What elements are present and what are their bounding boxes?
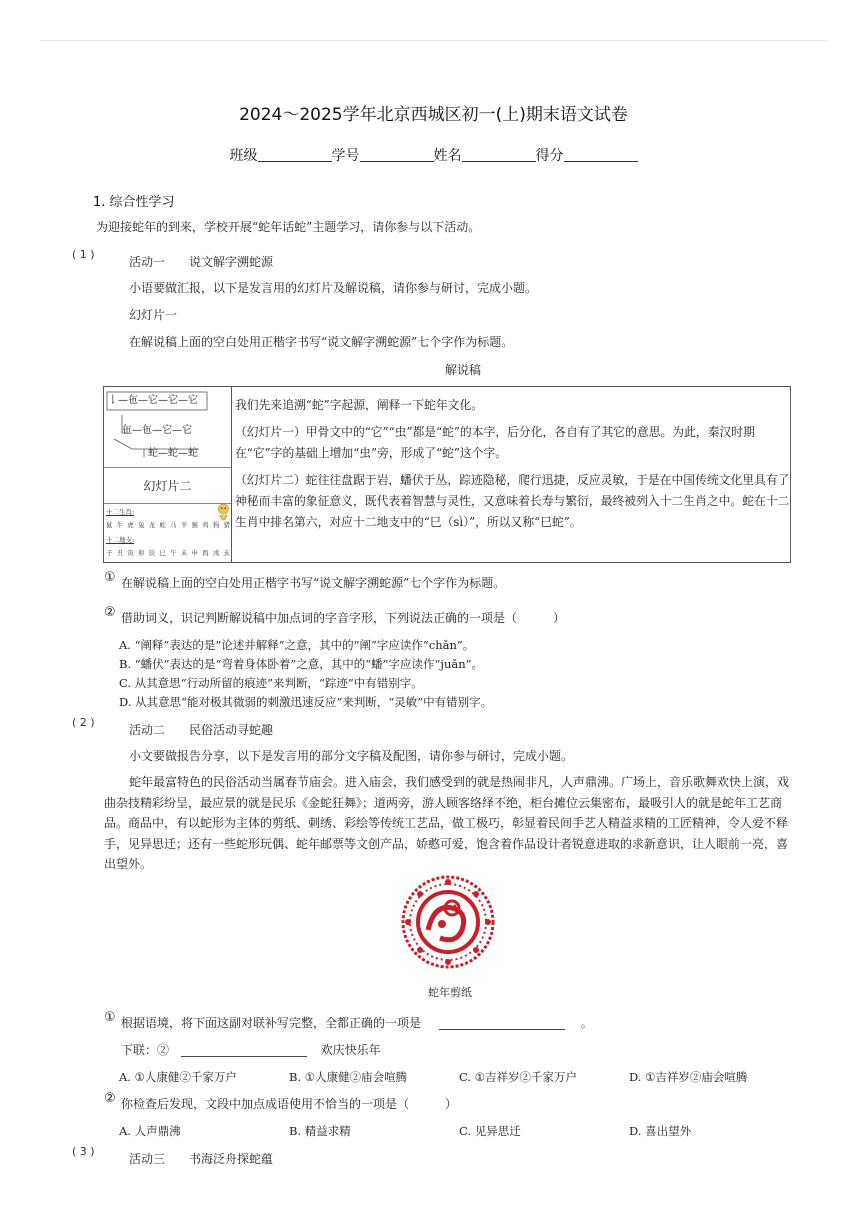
couplet-suffix: 欢庆快乐年: [320, 1043, 381, 1057]
instruction-text: 小文要做报告分享，以下是发言用的部分文字稿及配图，请你参与研讨，完成小题。: [129, 749, 574, 763]
glyph-row: 𠄌—㐌—它—它—它: [108, 395, 198, 406]
answer-option[interactable]: A. 人声鼎沸: [119, 1124, 181, 1138]
image-caption: 蛇年剪纸: [428, 986, 472, 999]
couplet-prefix: 下联：②: [121, 1043, 170, 1057]
script-paragraph: （幻灯片二）蛇往往盘踞于岩，蟠伏于丛，踪迹隐秘，爬行迅捷，反应灵敏，于是在中国传统文化里具有了神秘而丰富的象征意义，既代表着智慧与灵性，又意味着长寿与繁衍，最终被列入十二生肖之中。蛇在十二生肖中排名第六，对应十二地支中的“巳（sì）”，所以又称“巳蛇”。: [235, 473, 790, 529]
question-marker: ②: [104, 1091, 116, 1106]
id-blank[interactable]: [360, 147, 434, 162]
answer-option[interactable]: C. ①吉祥岁②千家万户: [459, 1070, 578, 1084]
answer-option[interactable]: B. “蟠伏”表达的是“弯着身体卧着”之意，其中的“蟠”字应读作“juǎn”。: [119, 657, 484, 671]
question-marker: ①: [104, 1010, 116, 1025]
glyph-row: 蛇—蛇—蛇: [148, 448, 198, 459]
question-end: 。: [580, 1016, 593, 1030]
article-paragraph: 蛇年最富特色的民俗活动当属春节庙会。进入庙会，我们感受到的就是热闹非凡，人声鼎沸。广场上，音乐歌舞欢快上演，戏曲杂技精彩纷呈，最应景的就是民乐《金蛇狂舞》；道两旁，游人顾客络绎不绝，柜台摊位云集密布，最吸引人的就是蛇年工艺商品。商品中，有以蛇形为主体的剪纸、刺绣、彩绘等传统工艺品，做工极巧，彰显着民间手艺人精益求精的工匠精神，令人爱不释手，见异思迁；还有一些蛇形玩偶、蛇年邮票等文创产品，娇憨可爱，饱含着作品设计者锐意进取的求新意识，让人眼前一亮，喜出望外。: [104, 775, 790, 871]
activity-title: 活动一 说文解字溯蛇源: [129, 255, 274, 269]
name-label: 姓名: [433, 148, 462, 164]
question-text: 借助词义，识记判断解说稿中加点词的字音字形，下列说法正确的一项是（ ）: [121, 611, 566, 625]
name-blank[interactable]: [462, 147, 536, 162]
student-info-line: [0, 145, 867, 165]
branches-row: 子 丑 寅 卯 辰 巳 午 未 申 酉 戌 亥: [106, 550, 232, 557]
answer-option[interactable]: A. ①人康健②千家万户: [119, 1070, 237, 1084]
part-number: ( 1 ): [72, 248, 95, 261]
explanation-table: [103, 386, 791, 563]
question-marker: ②: [104, 605, 116, 620]
section-heading: 1. 综合性学习: [93, 195, 175, 210]
question-marker: ①: [104, 570, 116, 585]
answer-option[interactable]: A. “阐释”表达的是“论述并解释”之意，其中的“阐”字应读作“chǎn”。: [119, 638, 475, 652]
instruction-text: 在解说稿上面的空白处用正楷字书写“说文解字溯蛇源”七个字作为标题。: [129, 335, 514, 349]
slide-two-label: 幻灯片二: [104, 467, 231, 504]
answer-option[interactable]: C. 见异思迁: [459, 1124, 521, 1138]
couplet-blank[interactable]: [181, 1044, 307, 1057]
answer-option[interactable]: D. ①吉祥岁②庙会喧腾: [629, 1070, 748, 1084]
instruction-text: 小语要做汇报，以下是发言用的幻灯片及解说稿，请你参与研讨，完成小题。: [129, 281, 538, 295]
glyph-row: 㐌—㐌—它—它: [122, 425, 192, 436]
zodiac-row: 鼠 牛 虎 兔 龙 蛇 马 羊 猴 鸡 狗 猪: [106, 522, 232, 529]
question-text: 在解说稿上面的空白处用正楷字书写“说文解字溯蛇源”七个字作为标题。: [121, 576, 506, 590]
answer-option[interactable]: B. 精益求精: [289, 1124, 351, 1138]
score-label: 得分: [535, 148, 564, 164]
branches-label: 十二地支:: [106, 536, 135, 544]
activity-title: 活动二 民俗活动寻蛇趣: [129, 723, 274, 737]
snake-papercut-image: [400, 874, 496, 970]
class-label: 班级: [229, 148, 258, 164]
script-paragraph: （幻灯片一）甲骨文中的“它”“虫”都是“蛇”的本字，后分化，各自有了其它的意思。为此，秦汉时期在“它”字的基础上增加“虫”旁，形成了“蛇”这个字。: [235, 425, 755, 460]
top-divider: [40, 40, 827, 41]
score-blank[interactable]: [564, 147, 638, 162]
part-number: ( 3 ): [72, 1145, 95, 1158]
answer-option[interactable]: C. 从其意思“行动所留的痕迹”来判断，“踪迹”中有错别字。: [119, 676, 423, 690]
couplet-line: [121, 1041, 381, 1059]
part-number: ( 2 ): [72, 716, 95, 729]
answer-option[interactable]: D. 从其意思“能对极其微弱的刺激迅速反应”来判断，“灵敏”中有错别字。: [119, 695, 493, 709]
section-intro: 为迎接蛇年的到来，学校开展“蛇年话蛇”主题学习，请你参与以下活动。: [96, 220, 481, 234]
answer-option[interactable]: D. 喜出望外: [629, 1124, 692, 1138]
snake-cartoon-icon: [217, 503, 230, 525]
activity-title: 活动三 书海泛舟探蛇蕴: [129, 1152, 274, 1166]
zodiac-label: 十二生肖:: [106, 508, 135, 516]
question-text: 你检查后发现，文段中加点成语使用不恰当的一项是（ ）: [121, 1097, 458, 1111]
slides-column: [104, 387, 232, 562]
question-body: 根据语境，将下面这副对联补写完整，全都正确的一项是: [121, 1016, 422, 1030]
answer-blank[interactable]: [439, 1017, 565, 1030]
script-paragraph: 我们先来追溯“蛇”字起源，阐释一下蛇年文化。: [235, 398, 484, 412]
class-blank[interactable]: [258, 147, 332, 162]
id-label: 学号: [331, 148, 360, 164]
slide-one-image: [104, 387, 231, 468]
slide-two-image: [104, 503, 231, 563]
table-caption: 解说稿: [445, 363, 482, 377]
script-text: [235, 395, 791, 539]
exam-title: 2024～2025学年北京西城区初一(上)期末语文试卷: [239, 105, 628, 125]
answer-option[interactable]: B. ①人康健②庙会喧腾: [289, 1070, 408, 1084]
question-text: [121, 1014, 593, 1032]
slide-label: 幻灯片一: [129, 308, 178, 322]
